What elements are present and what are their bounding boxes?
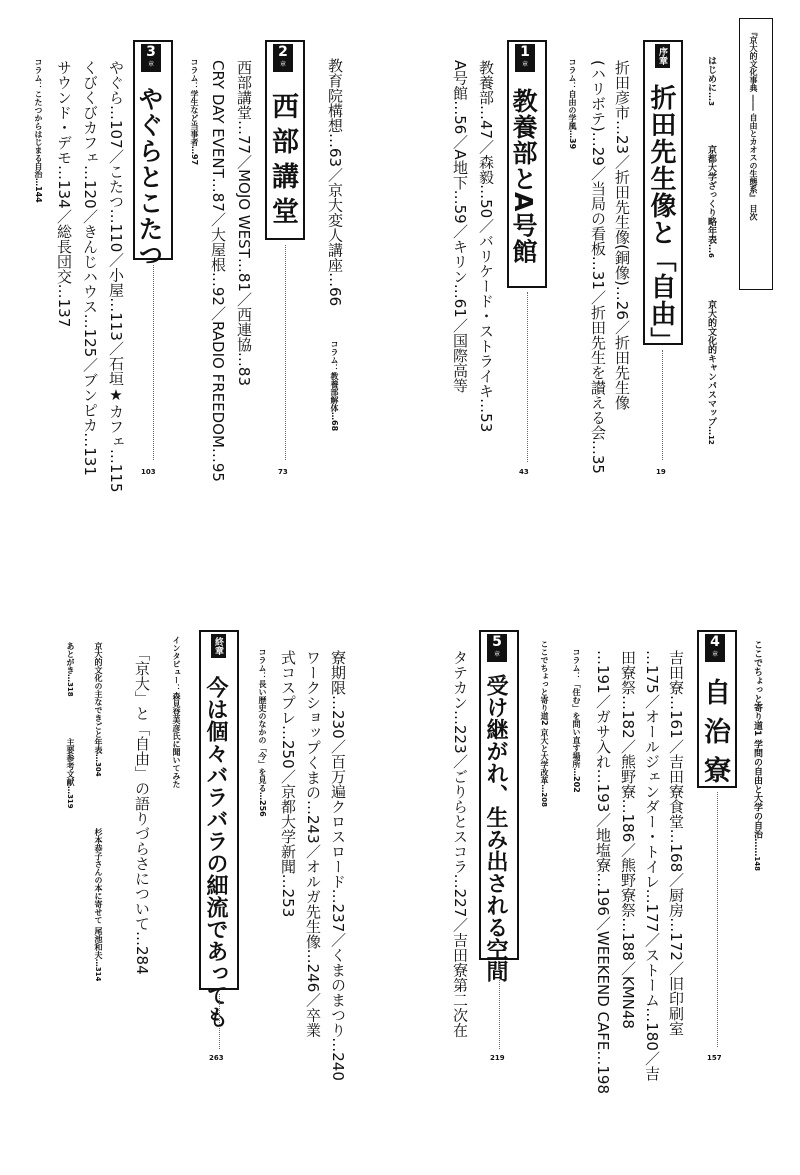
chapter-3-chap: 章 [147,61,154,68]
chapter-3-page: 103 [141,468,156,476]
chapter-jo-badge: 序章 [655,44,670,68]
chapter-3-title: やぐらとこたつ [135,86,164,268]
chapter-1-line3: 教育院構想…63／京大変人講座…66 [326,58,344,307]
toc-chronology-page: 304 [94,762,102,777]
chapter-jo-page: 19 [656,468,666,476]
toc-intro-label: はじめに [706,56,716,92]
toc-extra1-label: ここでちょっと寄り道1 学問の自由と大学の自治 [752,640,762,839]
chapter-2-line1: 西部講堂…77／MOJO WEST…81／西連協…83 [235,60,253,387]
chapter-4-line4: …191／ガサ入れ…193／地塩寮…196／WEEKEND CAFE…198 [594,650,612,1095]
chapter-5-column[interactable]: コラム：長い歴史のなかの「今」を見る…256 [258,648,267,817]
chapter-2-column[interactable]: コラム：学生など当事者…97 [190,58,199,166]
toc-timeline-label: 京都大学ざっくり略年表 [706,145,716,244]
chapter-4-line3: 田寮祭…182／熊野寮…186／熊野寮祭…188／KMN48 [619,650,637,1029]
chapter-final-badge: 終章 [211,634,226,658]
chapter-3-line3: サウンド・デモ…134／総長団交…137 [55,60,73,328]
toc-extra1-page: 148 [753,856,761,872]
chapter-3-line1: やぐら…107／こたつ…110／小屋…113／石垣★カフェ…115 [107,60,125,493]
chapter-5-chap: 章 [493,651,500,658]
chapter-4-line2: …175／オールジェンダー・トイレ…177／ストーム…180／吉 [643,650,661,1081]
chapter-final-title: 今は個々バラバラの細流であっても [203,676,228,1028]
book-title: 『京大的文化事典 ―― 自由とカオスの生態系』 目次 [749,28,758,221]
toc-references[interactable]: 主要参考文献…319 [66,738,75,809]
chapter-1-title: 教養部とA号館 [509,88,538,265]
chapter-5-num: 5 [492,634,502,650]
toc-afterword-page: 318 [66,682,74,697]
toc-essay-page: 314 [94,966,102,982]
toc-timeline[interactable]: 京都大学ざっくり略年表…6 [706,145,716,258]
chapter-4-column[interactable]: コラム：「住む」を問い直す場所…202 [572,648,581,793]
chapter-5-line2: 寮期限…230／百万遍クロスロード…237／くまのまつり…240 [329,650,347,1081]
chapter-jo-column[interactable]: コラム：自由の学風…39 [568,58,577,150]
chapter-1-line2: A号館…56／A地下…59／キリン…61／国際高等 [451,60,469,393]
toc-references-label: 主要参考文献 [66,738,75,786]
toc-extra2-label: ここでちょっと寄り道2 京大と大学改革 [540,640,549,785]
toc-essay-label: 杉本恭子さんの本に寄せて 尾池和夫 [94,828,103,959]
chapter-4-num: 4 [710,634,720,650]
chapter-3-line2: くびくびカフェ…120／きんじハウス…125／ブンピカ…131 [81,60,99,476]
chapter-1-number [515,44,535,72]
chapter-2-line2: CRY DAY EVENT…87／大屋根…92／RADIO FREEDOM…95 [209,60,227,482]
toc-intro-page: 3 [707,101,715,106]
chapter-2-page: 73 [278,468,288,476]
toc-map-label: 京大的文化的キャンパスマップ [706,300,716,426]
chapter-1-column[interactable]: コラム：教養部解体…68 [330,340,339,432]
toc-timeline-page: 6 [707,253,715,258]
chapter-final-page: 263 [209,1054,224,1062]
toc-map[interactable]: 京大的文化的キャンパスマップ…12 [706,300,716,445]
chapter-4-title: 自治寮 [699,678,730,795]
chapter-3-leader [153,265,154,460]
chapter-4-page: 157 [707,1054,722,1062]
chapter-4-number [705,634,725,662]
chapter-5-line4: 式コスプレ…250／京都大学新聞…253 [279,650,297,918]
chapter-2-number [273,44,293,72]
chapter-2-num: 2 [278,44,288,60]
toc-extra2-page: 208 [540,792,548,807]
chapter-final-interview[interactable]: インタビュー：森見登美彦氏に聞いてみた [172,636,181,788]
chapter-jo-line1: 折田彦市…23／折田先生像(銅像)…26／折田先生像 [613,60,631,410]
chapter-jo-title: 折田先生像と「自由」 [646,84,676,354]
chapter-jo-leader [662,350,663,460]
chapter-1-line1: 教養部…47／森毅…50／バリケード・ストライキ…53 [477,60,495,433]
chapter-5-line1: タテカン…223／ごりらとスコラ…227／吉田寮第二次在 [451,650,469,1038]
chapter-3-number [141,44,161,72]
toc-extra1[interactable]: ここでちょっと寄り道1 学問の自由と大学の自治……148 [752,640,762,872]
toc-references-page: 319 [66,794,74,809]
chapter-3-column[interactable]: コラム：こたつからはじまる自治…144 [34,58,43,203]
chapter-1-chap: 章 [521,61,528,68]
chapter-5-title: 受け継がれ、生み出される空間 [483,674,508,982]
chapter-jo-line2: (ハリボテ)…29／当局の看板…31／折田先生を讃える会…35 [589,60,607,474]
chapter-2-title: 西部講堂 [267,92,298,232]
chapter-4-line1: 吉田寮…161／吉田寮食堂…168／厨房…172／旧印刷室 [667,650,685,1036]
chapter-5-page: 219 [490,1054,505,1062]
chapter-5-leader [499,964,500,1049]
toc-intro[interactable]: はじめに…3 [706,56,716,106]
chapter-final-line1: 「京大」と「自由」の語りづらさについて…284 [133,646,151,975]
chapter-5-number [487,634,507,662]
chapter-1-num: 1 [520,44,530,60]
chapter-4-leader [717,792,718,1047]
chapter-2-chap: 章 [279,61,286,68]
toc-extra2[interactable]: ここでちょっと寄り道2 京大と大学改革…208 [540,640,549,807]
toc-chronology[interactable]: 京大的文化の主なできごと年表…304 [94,642,103,777]
chapter-final-leader [219,994,220,1049]
toc-afterword[interactable]: あとがき…318 [66,642,75,697]
chapter-5-line3: ワークショップくまの…243／オルガ先生像…246／卒業 [304,650,322,1038]
chapter-2-leader [285,245,286,460]
chapter-4-chap: 章 [711,651,718,658]
toc-afterword-label: あとがき [66,642,75,674]
chapter-1-page: 43 [519,468,529,476]
chapter-1-leader [527,292,528,462]
toc-map-page: 12 [707,435,715,445]
toc-chronology-label: 京大的文化の主なできごと年表 [94,642,103,754]
chapter-3-num: 3 [146,44,156,60]
toc-essay[interactable]: 杉本恭子さんの本に寄せて 尾池和夫…314 [94,828,103,982]
